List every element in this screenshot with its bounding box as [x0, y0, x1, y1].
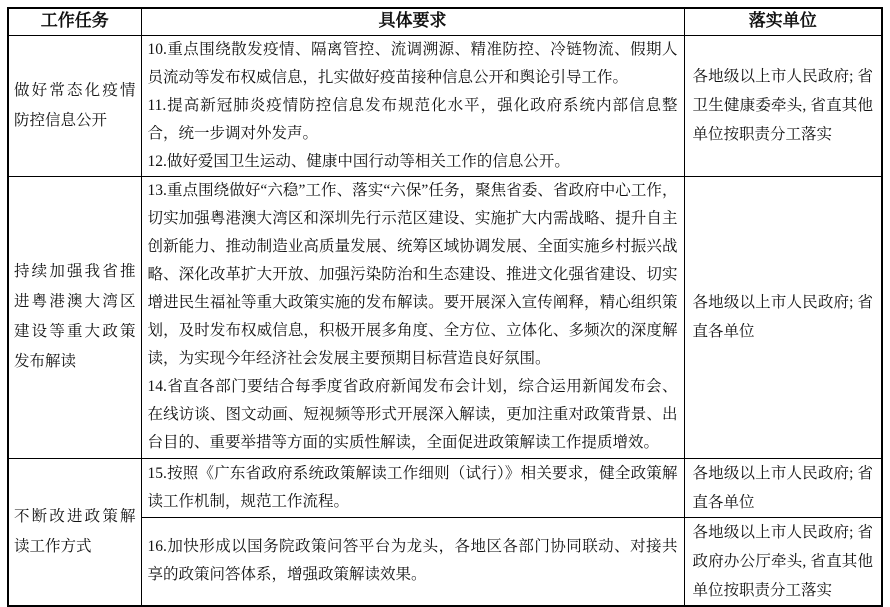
table-row [8, 176, 882, 458]
unit-cell: 各地级以上市人民政府; 省政府办公厅牵头, 省直其他单位按职责分工落实 [684, 517, 882, 606]
requirement-item: 11.提高新冠肺炎疫情防控信息发布规范化水平，强化政府系统内部信息整合，统一步调对外发声。 [147, 96, 678, 142]
header-unit: 落实单位 [684, 8, 882, 35]
header-row [8, 8, 882, 35]
unit-cell: 各地级以上市人民政府; 省卫生健康委牵头, 省直其他单位按职责分工落实 [684, 35, 882, 176]
task-cell: 不断改进政策解读工作方式 [8, 458, 141, 606]
requirement-item: 13.重点围绕做好“六稳”工作、落实“六保”任务，聚焦省委、省政府中心工作，切实加强粤港澳大湾区和深圳先行示范区建设、实施扩大内需战略、提升自主创新能力、推动制造业高质量发展、统筹区域协调发展、全面实施乡村振兴战略、深化改革扩大开放、加强污染防治和生态建设、推进文化强省建设、切实增进民生福祉等重大政策实施的发布解读。要开展深入宣传阐释，精心组织策划，及时发布权威信息，积极开展多角度、全方位、立体化、多频次的深度解读，为实现今年经济社会发展主要预期目标营造良好氛围。 [147, 182, 678, 367]
task-cell: 做好常态化疫情防控信息公开 [8, 35, 141, 176]
table-row [8, 35, 882, 176]
requirement-item: 14.省直各部门要结合每季度省政府新闻发布会计划，综合运用新闻发布会、在线访谈、图文动画、短视频等形式开展深入解读，更加注重对政策背景、出台目的、重要举措等方面的实质性解读，全面促进政策解读工作提质增效。 [147, 378, 678, 451]
requirements-cell [141, 517, 684, 606]
requirement-item: 12.做好爱国卫生运动、健康中国行动等相关工作的信息公开。 [147, 152, 570, 170]
task-cell: 持续加强我省推进粤港澳大湾区建设等重大政策发布解读 [8, 176, 141, 458]
requirement-item: 10.重点围绕散发疫情、隔离管控、流调溯源、精准防控、冷链物流、假期人员流动等发布权威信息，扎实做好疫苗接种信息公开和舆论引导工作。 [147, 40, 678, 86]
requirement-item: 16.加快形成以国务院政策问答平台为龙头，各地区各部门协同联动、对接共享的政策问答体系，增强政策解读效果。 [147, 538, 678, 583]
requirements-cell [141, 458, 684, 517]
unit-cell: 各地级以上市人民政府; 省直各单位 [684, 176, 882, 458]
header-task: 工作任务 [8, 8, 141, 35]
unit-cell: 各地级以上市人民政府; 省直各单位 [684, 458, 882, 517]
requirements-cell [141, 35, 684, 176]
requirement-item: 15.按照《广东省政府系统政策解读工作细则（试行）》相关要求，健全政策解读工作机制，规范工作流程。 [147, 464, 678, 510]
header-requirements: 具体要求 [141, 8, 684, 35]
requirements-cell [141, 176, 684, 458]
work-plan-table [7, 7, 883, 607]
table-row [8, 458, 882, 517]
